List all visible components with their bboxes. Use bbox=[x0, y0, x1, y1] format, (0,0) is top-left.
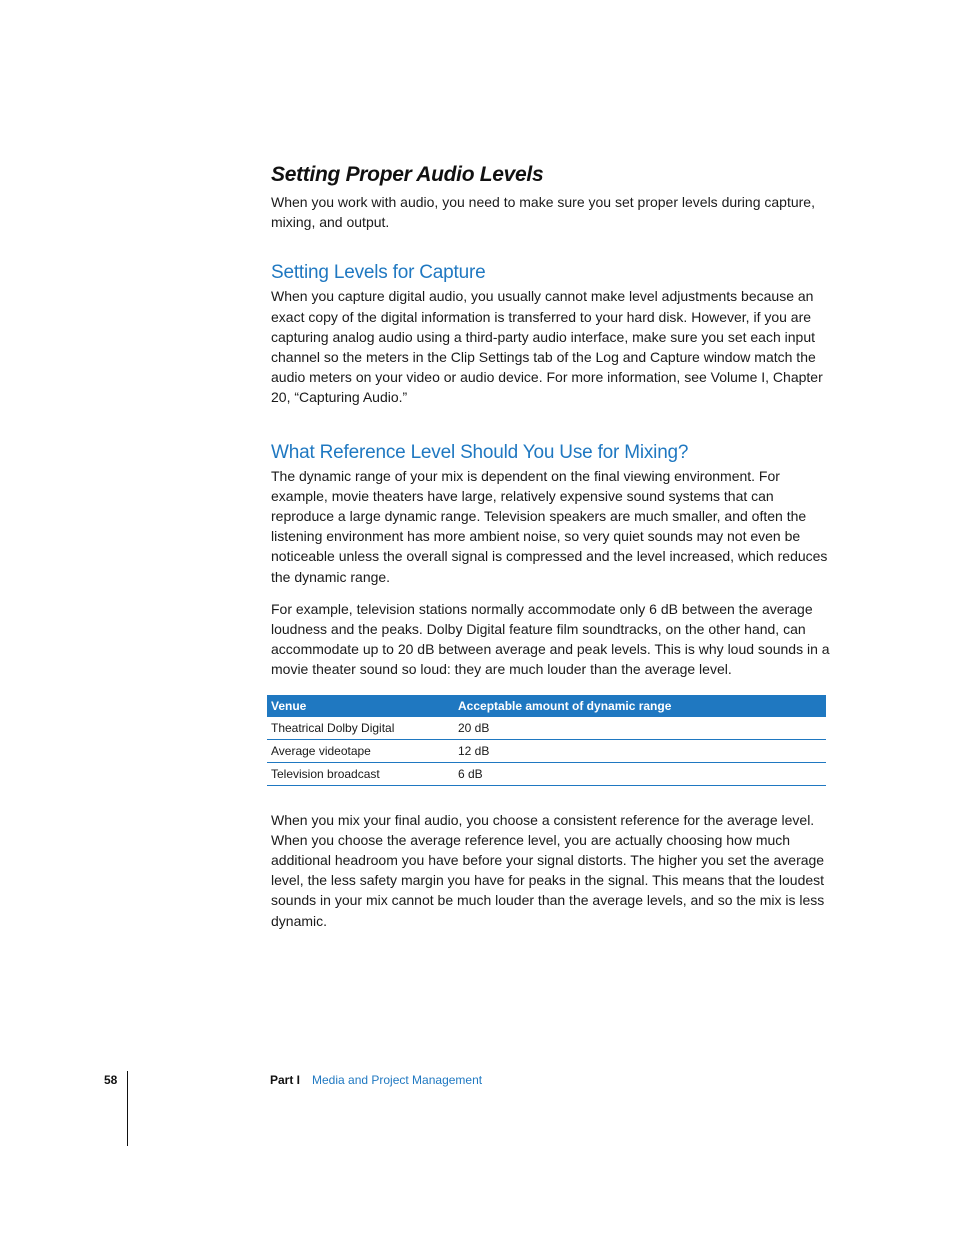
table-cell-venue: Theatrical Dolby Digital bbox=[267, 717, 454, 740]
footer-divider bbox=[127, 1071, 128, 1146]
table-row bbox=[267, 717, 826, 740]
footer-part-label: Part I bbox=[270, 1073, 301, 1087]
table-cell-range: 6 dB bbox=[454, 762, 826, 785]
dynamic-range-table bbox=[267, 695, 826, 786]
mixing-paragraph-3: When you mix your final audio, you choose a consistent reference for the average level. When you choose the average reference level, you are actually choosing how much additional headroom you have before your signal distorts. The higher you set the average level, the less safety margin you have for peaks in the signal. This means that the loudest sounds in your mix cannot be much louder than the average levels, and so the mix is less dynamic. bbox=[271, 811, 825, 929]
table-cell-range: 20 dB bbox=[454, 717, 826, 740]
mixing-heading: What Reference Level Should You Use for Mixing? bbox=[271, 441, 689, 463]
section-intro: When you work with audio, you need to make sure you set proper levels during capture, mixing, and output. bbox=[271, 194, 815, 231]
table-header-row bbox=[267, 695, 826, 717]
table-row bbox=[267, 739, 826, 762]
mixing-paragraph-1: The dynamic range of your mix is dependent on the final viewing environment. For example, movie theaters have large, relatively expensive sound systems that can reproduce a large dynamic range. Television speakers are much smaller, and often the listening environment has more ambient noise, so very quiet sounds may not even be noticeable unless the overall signal is compressed and the level increased, which reduces the dynamic range. bbox=[271, 467, 828, 585]
section-title: Setting Proper Audio Levels bbox=[271, 163, 544, 186]
table-cell-venue: Average videotape bbox=[267, 739, 454, 762]
footer-chapter-link[interactable]: Media and Project Management bbox=[312, 1073, 483, 1087]
mixing-paragraph-2: For example, television stations normally accommodate only 6 dB between the average loudness and the peaks. Dolby Digital feature film soundtracks, on the other hand, can accommodate up to 20 dB between average and peak levels. This is why loud sounds in a movie theater sound so loud: they are much louder than the average level. bbox=[271, 600, 830, 678]
page-number: 58 bbox=[104, 1073, 118, 1087]
page-content bbox=[271, 158, 831, 931]
capture-heading: Setting Levels for Capture bbox=[271, 262, 486, 284]
table-cell-range: 12 dB bbox=[454, 739, 826, 762]
table-header-range: Acceptable amount of dynamic range bbox=[454, 695, 826, 717]
table-header-venue: Venue bbox=[267, 695, 454, 717]
table-row bbox=[267, 762, 826, 785]
table-cell-venue: Television broadcast bbox=[267, 762, 454, 785]
capture-body: When you capture digital audio, you usually cannot make level adjustments because an exact copy of the digital information is transferred to your hard disk. However, if you are capturing analog audio using a third-party audio interface, make sure you set each input channel so the meters in the Clip Settings tab of the Log and Capture window match the audio meters on your video or audio device. For more information, see Volume I, Chapter 20, “Capturing Audio.” bbox=[271, 288, 823, 406]
